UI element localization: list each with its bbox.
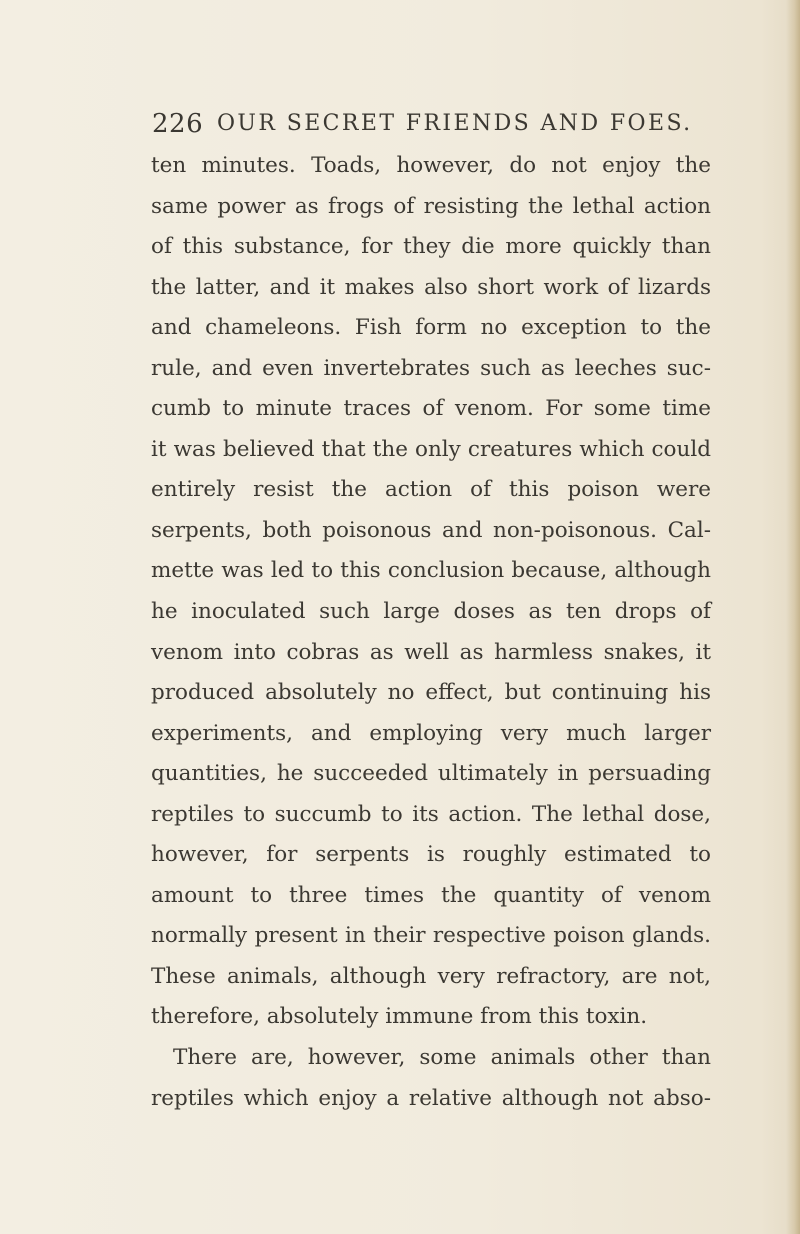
- text-line: same power as frogs of resisting the lethal action: [151, 193, 711, 219]
- page-header: [152, 106, 712, 142]
- text-line: it was believed that the only creatures which could: [151, 436, 711, 462]
- text-line: quantities, he succeeded ultimately in persuading: [151, 761, 711, 787]
- page-edge-shadow: [786, 0, 800, 1234]
- text-line: serpents, both poisonous and non-poisonous. Cal-: [151, 517, 711, 543]
- text-line: of this substance, for they die more quickly than: [151, 234, 711, 260]
- running-head: OUR SECRET FRIENDS AND FOES.: [217, 111, 693, 136]
- text-line: These animals, although very refractory, are not,: [151, 963, 711, 989]
- text-line: cumb to minute traces of venom. For some time: [151, 396, 711, 422]
- text-line: ten minutes. Toads, however, do not enjoy the: [151, 153, 711, 178]
- body-text: [151, 146, 711, 1119]
- text-line: he inoculated such large doses as ten drops of: [151, 599, 711, 625]
- text-line: however, for serpents is roughly estimated to: [151, 842, 711, 868]
- text-line: normally present in their respective poison glands.: [151, 923, 711, 949]
- text-line: and chameleons. Fish form no exception to the: [151, 315, 711, 341]
- text-line: amount to three times the quantity of venom: [151, 882, 711, 908]
- text-line: There are, however, some animals other than: [173, 1045, 711, 1071]
- text-line: experiments, and employing very much larger: [151, 720, 711, 746]
- text-line: reptiles which enjoy a relative although not abso-: [151, 1085, 711, 1111]
- text-line: entirely resist the action of this poison were: [151, 477, 711, 503]
- text-line: venom into cobras as well as harmless snakes, it: [151, 639, 711, 665]
- text-line: rule, and even invertebrates such as leeches suc-: [151, 355, 711, 381]
- text-line: therefore, absolutely immune from this toxin.: [151, 1004, 648, 1030]
- text-line: the latter, and it makes also short work of lizards: [151, 274, 711, 300]
- text-line: produced absolutely no effect, but continuing his: [151, 680, 711, 706]
- text-line: mette was led to this conclusion because, although: [151, 558, 711, 584]
- page-number: 226: [152, 109, 204, 139]
- text-line: reptiles to succumb to its action. The lethal dose,: [151, 801, 711, 827]
